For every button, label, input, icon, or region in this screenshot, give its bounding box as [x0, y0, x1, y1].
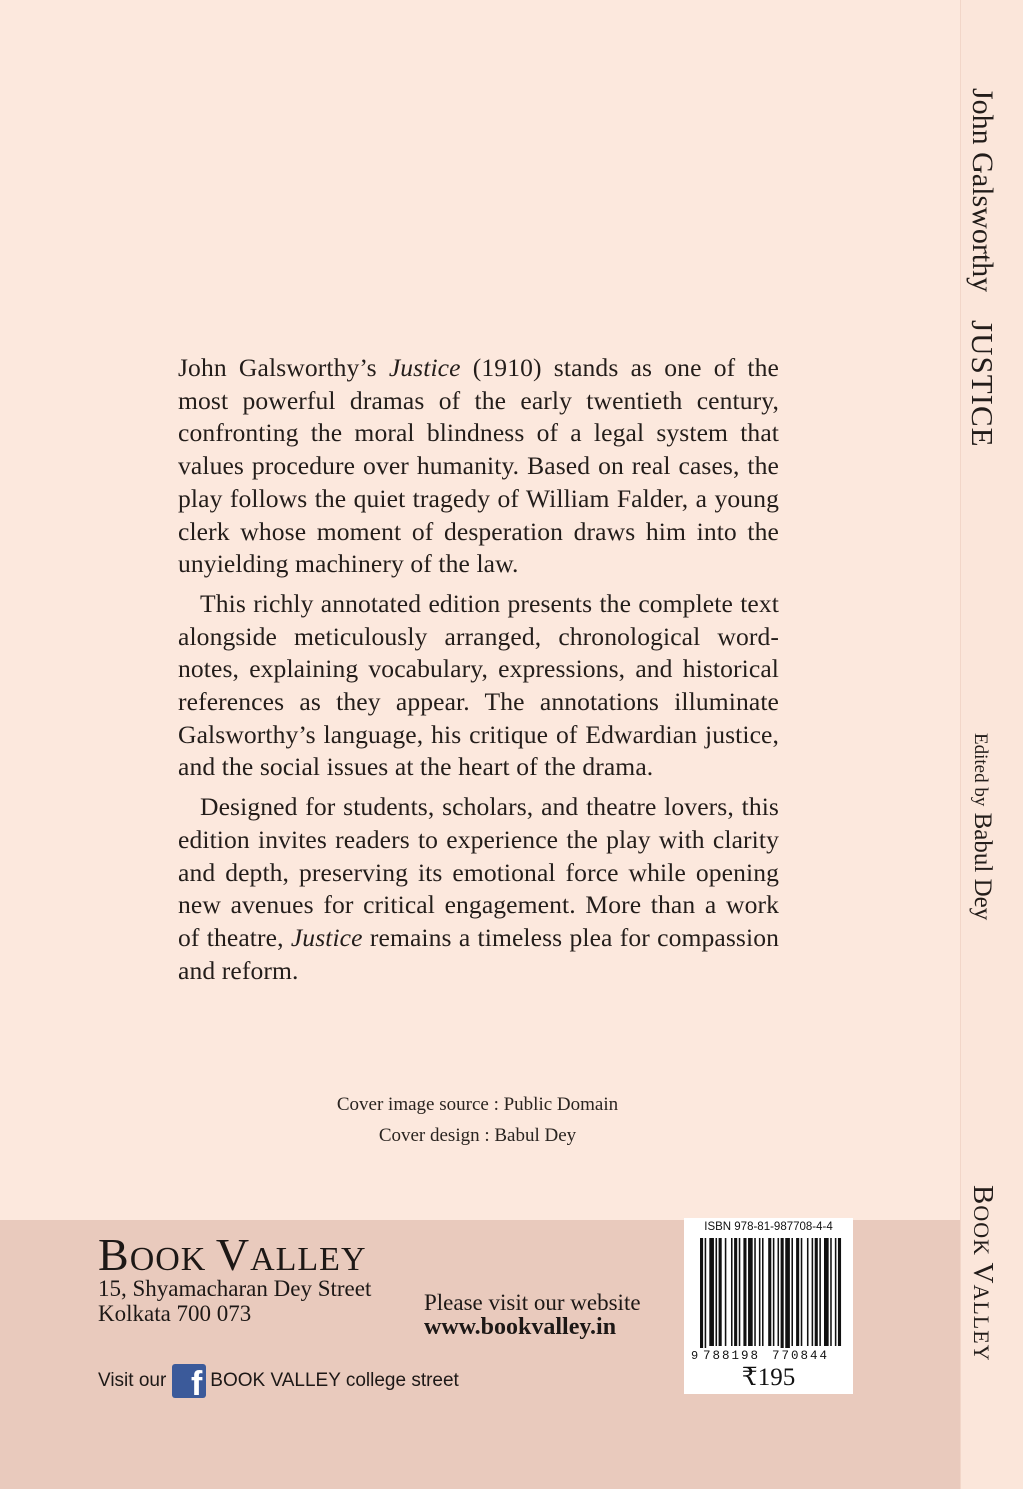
cover-credits [0, 1089, 955, 1151]
barcode-bar [781, 1238, 784, 1354]
facebook-icon: f [172, 1364, 206, 1398]
barcode-bar [773, 1238, 775, 1346]
barcode-bar [796, 1238, 799, 1346]
book-title-italic: Justice [388, 353, 461, 382]
website-label: Please visit our website [424, 1290, 641, 1315]
facebook-page-name: BOOK VALLEY college street [210, 1370, 459, 1391]
cover-image-source: Cover image source : Public Domain [336, 1094, 619, 1115]
barcode-graphic [690, 1238, 847, 1362]
barcode-bar [716, 1238, 718, 1346]
barcode-bar [791, 1238, 793, 1346]
barcode-bar [807, 1238, 809, 1346]
isbn-number: ISBN 978-81-987708-4-4 [704, 1221, 833, 1233]
blurb-paragraph-3: Designed for students, scholars, and theatre lovers, this edition invites readers to experience the play with clarity and depth, preserving its emotional force while opening new avenues for critical engagement. More than a work of theatre, Justice remains a timeless plea for compassion and reform. [178, 792, 779, 985]
isbn-barcode [684, 1218, 853, 1394]
barcode-bar [768, 1238, 771, 1346]
barcode-bar [754, 1238, 756, 1346]
address-line-1: 15, Shyamacharan Dey Street [98, 1276, 372, 1301]
spine-title: JUSTICE [965, 320, 1000, 448]
barcode-bar [759, 1238, 761, 1346]
barcode-bar [815, 1238, 818, 1346]
website-link[interactable]: www.bookvalley.in [424, 1314, 617, 1340]
barcode-bar [830, 1238, 832, 1346]
barcode-bar [719, 1238, 722, 1346]
barcode-bar [731, 1238, 733, 1346]
barcode-bar [785, 1238, 790, 1354]
barcode-bar [801, 1238, 803, 1346]
spine-author: John Galsworthy [966, 88, 999, 293]
publisher-address [98, 1276, 371, 1326]
spine-editor: Edited by Babul Dey [969, 733, 996, 921]
blurb [178, 352, 779, 994]
barcode-bar [748, 1238, 753, 1346]
barcode-bar [778, 1238, 780, 1346]
book-title-italic: Justice [290, 922, 363, 952]
barcode-bar [705, 1238, 707, 1354]
barcode-bar [819, 1238, 821, 1346]
barcode-bar [824, 1238, 829, 1346]
publisher-logo: BOOK VALLEY [98, 1229, 367, 1280]
barcode-bar [762, 1238, 764, 1346]
barcode-bar [739, 1238, 741, 1346]
spine-publisher-logo: BOOK VALLEY [967, 1185, 999, 1362]
barcode-bar [734, 1238, 737, 1346]
barcode-bar [725, 1238, 727, 1346]
barcode-bar [812, 1238, 814, 1346]
facebook-link[interactable] [98, 1363, 459, 1399]
barcode-bar [700, 1238, 703, 1354]
blurb-paragraph-1: John Galsworthy’s Justice (1910) stands as one of the most powerful dramas of the early twentieth century, confronting the moral blindness of a legal system that values procedure over humanity. Based on real cases, the play follows the quiet tragedy of William Falder, a young clerk whose moment of desperation draws him into the unyielding machinery of the law. [178, 353, 779, 579]
barcode-bar [709, 1238, 714, 1346]
price: ₹195 [741, 1364, 796, 1391]
barcode-bar [743, 1238, 746, 1346]
blurb-paragraph-2: This richly annotated edition presents the complete text alongside meticulously arranged, chronological word-notes, explaining vocabulary, expressions, and historical references as they appear. The annotations illuminate Galsworthy’s language, his critique of Edwardian justice, and the social issues at the heart of the drama. [178, 588, 779, 782]
barcode-digits-left: 788198 [703, 1349, 761, 1362]
address-line-2: Kolkata 700 073 [98, 1301, 252, 1326]
barcode-bar [835, 1238, 837, 1346]
barcode-bar [838, 1238, 841, 1346]
cover-design-credit: Cover design : Babul Dey [378, 1125, 577, 1146]
barcode-digits-right: 770844 [772, 1349, 830, 1362]
facebook-prefix: Visit our [98, 1370, 167, 1391]
barcode-digits-lead: 9 [691, 1349, 699, 1362]
